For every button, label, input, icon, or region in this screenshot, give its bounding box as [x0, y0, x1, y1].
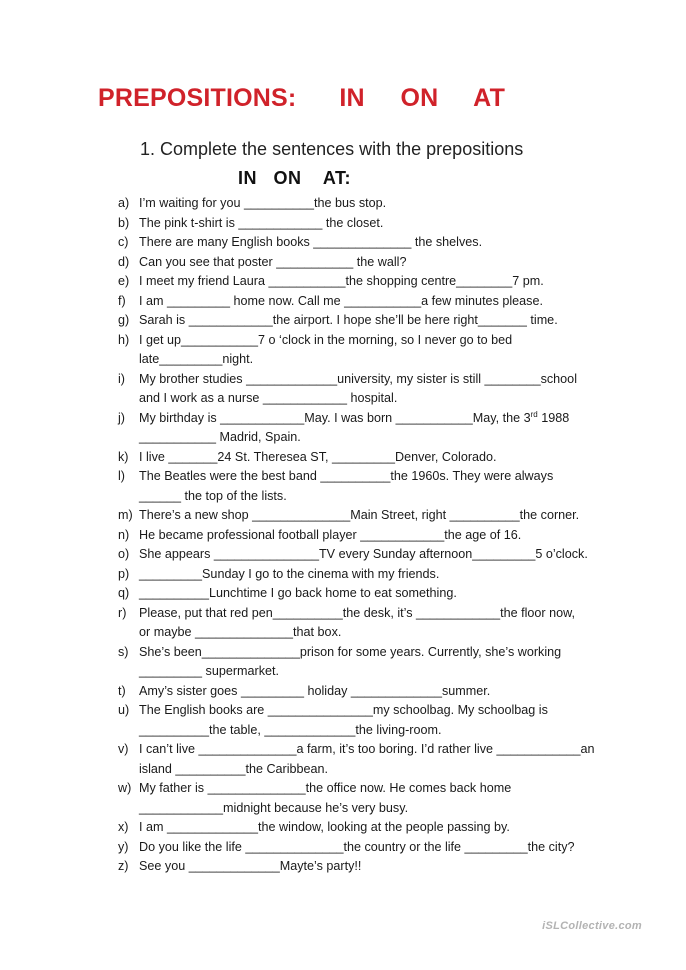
item-sentence: I live _______24 St. Theresea ST, _________Denver, Colorado. — [139, 449, 497, 464]
item-label: u) — [118, 703, 130, 717]
item-label — [118, 799, 139, 819]
item-sentence: There are many English books ______________ the shelves. — [139, 235, 483, 249]
item-sentence: island __________the Caribbean. — [139, 761, 329, 776]
exercise-line — [118, 643, 638, 663]
item-sentence: I can’t live ______________a farm, it’s too boring. I’d rather live ____________an — [139, 742, 595, 756]
exercise-line — [118, 526, 638, 546]
item-label: d) — [118, 254, 130, 269]
exercise-line — [118, 409, 638, 429]
item-label: g) — [118, 313, 130, 327]
prepositions-list: IN ON AT: — [238, 168, 351, 188]
exercise-line — [118, 662, 638, 682]
item-label — [118, 760, 139, 780]
exercise-line — [118, 565, 638, 585]
item-label: b) — [118, 215, 130, 230]
exercise-line — [118, 623, 638, 643]
item-label — [118, 389, 139, 409]
exercise-instruction: 1. Complete the sentences with the prepositions — [140, 139, 524, 159]
exercise-line — [118, 292, 638, 312]
exercise-line — [118, 760, 638, 780]
item-sentence: My brother studies _____________university, my sister is still ________school — [139, 371, 577, 386]
exercise-line — [118, 740, 638, 760]
exercise-line — [118, 604, 638, 624]
item-label: v) — [118, 742, 129, 756]
item-label: w) — [118, 781, 132, 795]
item-sentence: See you _____________Mayte’s party!! — [139, 859, 362, 873]
item-label: x) — [118, 820, 129, 834]
exercise-line — [118, 857, 638, 877]
exercise-line — [118, 214, 638, 234]
item-label: y) — [118, 839, 129, 854]
item-sentence: __________Lunchtime I go back home to eat something. — [139, 586, 457, 600]
item-sentence: __________the table, _____________the living-room. — [139, 722, 442, 737]
item-label — [118, 662, 139, 682]
item-sentence: ______ the top of the lists. — [139, 488, 287, 503]
worksheet-title: PREPOSITIONS: IN ON AT — [98, 84, 506, 112]
item-sentence: Sarah is ____________the airport. I hope she’ll be here right_______ time. — [139, 313, 558, 327]
item-label: t) — [118, 683, 126, 698]
item-label: f) — [118, 293, 126, 308]
item-label: q) — [118, 586, 130, 600]
item-sentence: I am _____________the window, looking at the people passing by. — [139, 820, 510, 834]
item-sentence: I get up___________7 o ‘clock in the morning, so I never go to bed — [139, 332, 513, 347]
exercise-line — [118, 779, 638, 799]
item-label: r) — [118, 605, 127, 620]
item-label — [118, 350, 139, 370]
exercise-line — [118, 233, 638, 253]
item-sentence: The pink t-shirt is ____________ the closet. — [139, 215, 384, 230]
item-sentence: Do you like the life ______________the country or the life _________the city? — [139, 839, 575, 854]
item-sentence: or maybe ______________that box. — [139, 625, 342, 639]
item-label: a) — [118, 196, 130, 210]
item-sentence: and I work as a nurse ____________ hospital. — [139, 391, 398, 405]
item-label: z) — [118, 859, 129, 873]
item-sentence: My birthday is ____________May. I was born ___________May, the 3rd 1988 — [139, 409, 570, 425]
exercise-line — [118, 448, 638, 468]
exercise-line — [118, 838, 638, 858]
exercise-line — [118, 370, 638, 390]
item-label — [118, 721, 139, 741]
item-sentence: _________ supermarket. — [139, 664, 280, 678]
exercise-line — [118, 487, 638, 507]
exercise-line — [118, 799, 638, 819]
exercise-line — [118, 272, 638, 292]
item-sentence: I’m waiting for you __________the bus stop. — [139, 196, 387, 210]
exercise-line — [118, 311, 638, 331]
item-sentence: ____________midnight because he’s very busy. — [139, 800, 409, 815]
item-label: s) — [118, 644, 129, 659]
item-sentence: late_________night. — [139, 352, 254, 366]
item-label: i) — [118, 371, 125, 386]
item-label: j) — [118, 410, 125, 425]
item-label — [118, 487, 139, 507]
item-label: m) — [118, 508, 133, 522]
item-sentence: She’s been______________prison for some years. Currently, she’s working — [139, 644, 562, 659]
item-sentence: The English books are _______________my schoolbag. My schoolbag is — [139, 703, 548, 717]
item-sentence: Amy’s sister goes _________ holiday _____________summer. — [139, 683, 491, 698]
exercise-line — [118, 701, 638, 721]
item-sentence: _________Sunday I go to the cinema with my friends. — [139, 566, 440, 581]
item-label: c) — [118, 235, 129, 249]
exercise-line — [118, 467, 638, 487]
item-label: l) — [118, 469, 125, 483]
item-label: o) — [118, 547, 130, 561]
exercise-line — [118, 506, 638, 526]
item-sentence: Can you see that poster ___________ the wall? — [139, 254, 407, 269]
item-sentence: He became professional football player ____________the age of 16. — [139, 527, 522, 542]
exercise-line — [118, 545, 638, 565]
watermark: iSLCollective.com — [542, 920, 642, 932]
exercise-line — [118, 331, 638, 351]
item-sentence: My father is ______________the office now. He comes back home — [139, 781, 512, 795]
item-sentence: I am _________ home now. Call me ___________a few minutes please. — [139, 293, 543, 308]
exercise-line — [118, 428, 638, 448]
item-sentence: ___________ Madrid, Spain. — [139, 430, 301, 444]
item-sentence: Please, put that red pen__________the desk, it’s ____________the floor now, — [139, 605, 575, 620]
item-label — [118, 623, 139, 643]
exercise-line — [118, 350, 638, 370]
exercise-line — [118, 194, 638, 214]
exercise-line — [118, 818, 638, 838]
item-sentence: She appears _______________TV every Sunday afternoon_________5 o’clock. — [139, 547, 588, 561]
item-label: h) — [118, 332, 130, 347]
item-sentence: There’s a new shop ______________Main Street, right __________the corner. — [139, 508, 580, 522]
item-label — [118, 428, 139, 448]
exercise-items — [118, 194, 638, 877]
exercise-line — [118, 584, 638, 604]
item-label: k) — [118, 449, 129, 464]
exercise-line — [118, 253, 638, 273]
item-label: e) — [118, 274, 130, 288]
item-sentence: The Beatles were the best band __________the 1960s. They were always — [139, 469, 554, 483]
item-label: p) — [118, 566, 130, 581]
exercise-line — [118, 682, 638, 702]
item-sentence: I meet my friend Laura ___________the shopping centre________7 pm. — [139, 274, 544, 288]
exercise-line — [118, 721, 638, 741]
item-label: n) — [118, 527, 130, 542]
exercise-line — [118, 389, 638, 409]
